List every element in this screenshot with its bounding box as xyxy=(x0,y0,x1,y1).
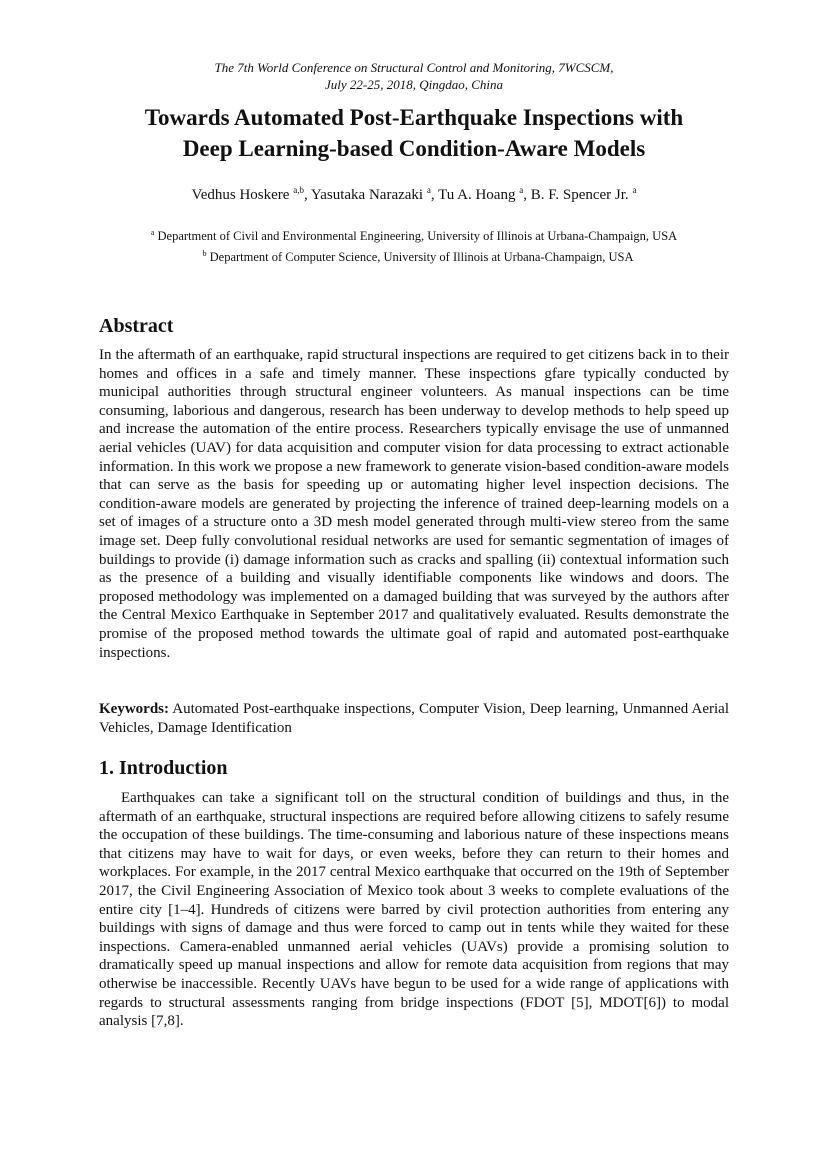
author-name: Vedhus Hoskere xyxy=(191,187,290,203)
paper-title xyxy=(0,102,828,164)
author xyxy=(192,187,311,203)
abstract-heading: Abstract xyxy=(99,315,174,337)
author-separator: , xyxy=(430,187,439,203)
author-name: Yasutaka Narazaki xyxy=(310,187,424,203)
author-affiliation-mark: a xyxy=(426,185,431,195)
keywords-paragraph xyxy=(99,700,729,737)
affiliation-line xyxy=(0,247,828,268)
affiliation-text: Department of Civil and Environmental Engineering, University of Illinois at Urbana-Champaign, USA xyxy=(157,229,678,243)
author-name: Tu A. Hoang xyxy=(438,187,516,203)
author-affiliation-mark: a xyxy=(519,185,524,195)
abstract-body: In the aftermath of an earthquake, rapid structural inspections are required to get citizens back in to their homes and offices in a safe and timely manner. These inspections gfare typically conducted by municipal authorities through structural engineer volunteers. As manual inspections can be time consuming, laborious and dangerous, research has been underway to develop methods to help speed up and increase the automation of the entire process. Researchers typically envisage the use of unmanned aerial vehicles (UAV) for data acquisition and computer vision for data processing to extract actionable information. In this work we propose a new framework to generate vision-based condition-aware models that can serve as the basis for speeding up or automating higher level inspection decisions. The condition-aware models are generated by projecting the inference of trained deep-learning models on a set of images of a structure onto a 3D mesh model generated through multi-view stereo from the same image set. Deep fully convolutional residual networks are used for semantic segmentation of images of buildings to provide (i) damage information such as cracks and spalling (ii) contextual information such as the presence of a building and visually identifiable components like windows and doors. The proposed methodology was implemented on a damaged building that was surveyed by the authors after the Central Mexico Earthquake in September 2017 and qualitatively evaluated. Results demonstrate the promise of the proposed method towards the ultimate goal of rapid and automated post-earthquake inspections. xyxy=(99,347,729,661)
conference-line-2: July 22-25, 2018, Qingdao, China xyxy=(324,77,503,92)
introduction-heading: 1. Introduction xyxy=(99,757,228,779)
author-separator: , xyxy=(523,187,531,203)
affiliation-line xyxy=(0,226,828,247)
author-affiliation-mark: a xyxy=(632,185,637,195)
affiliation-mark: b xyxy=(202,249,207,258)
title-line-1: Towards Automated Post-Earthquake Inspections with xyxy=(144,105,684,130)
affiliations xyxy=(0,226,828,268)
title-line-2: Deep Learning-based Condition-Aware Models xyxy=(182,136,646,161)
keywords-text: Automated Post-earthquake inspections, Computer Vision, Deep learning, Unmanned Aerial Vehicles, Damage Identification xyxy=(99,701,729,736)
conference-header xyxy=(0,59,828,93)
author-list xyxy=(0,185,828,205)
author xyxy=(531,187,637,203)
introduction-body: Earthquakes can take a significant toll on the structural condition of buildings and thus, in the aftermath of an earthquake, structural inspections are required before allowing citizens to safely resume the occupation of these buildings. The time-consuming and laborious nature of these inspections means that citizens may have to wait for days, or even weeks, before they can return to their homes and workplaces. For example, in the 2017 central Mexico earthquake that occurred on the 19th of September 2017, the Civil Engineering Association of Mexico took about 3 weeks to complete evaluations of the entire city [1–4]. Hundreds of citizens were barred by civil protection authorities from entering any buildings with signs of damage and thus were forced to camp out in tents while they waited for these inspections. Camera-enabled unmanned aerial vehicles (UAVs) provide a promising solution to dramatically speed up manual inspections and allow for remote data acquisition from regions that may otherwise be inaccessible. Recently UAVs have begun to be used for a wide range of applications with regards to structural assessments ranging from bridge inspections (FDOT [5], MDOT[6]) to modal analysis [7,8]. xyxy=(99,790,729,1030)
affiliation-mark: a xyxy=(150,228,155,237)
author xyxy=(311,187,438,203)
author-separator: , xyxy=(303,187,311,203)
keywords-label: Keywords: xyxy=(99,701,169,717)
author-name: B. F. Spencer Jr. xyxy=(530,187,629,203)
affiliation-text: Department of Computer Science, University of Illinois at Urbana-Champaign, USA xyxy=(209,250,634,264)
conference-line-1: The 7th World Conference on Structural Control and Monitoring, 7WCSCM, xyxy=(214,60,614,75)
author xyxy=(438,187,531,203)
author-affiliation-mark: a,b xyxy=(293,185,304,195)
